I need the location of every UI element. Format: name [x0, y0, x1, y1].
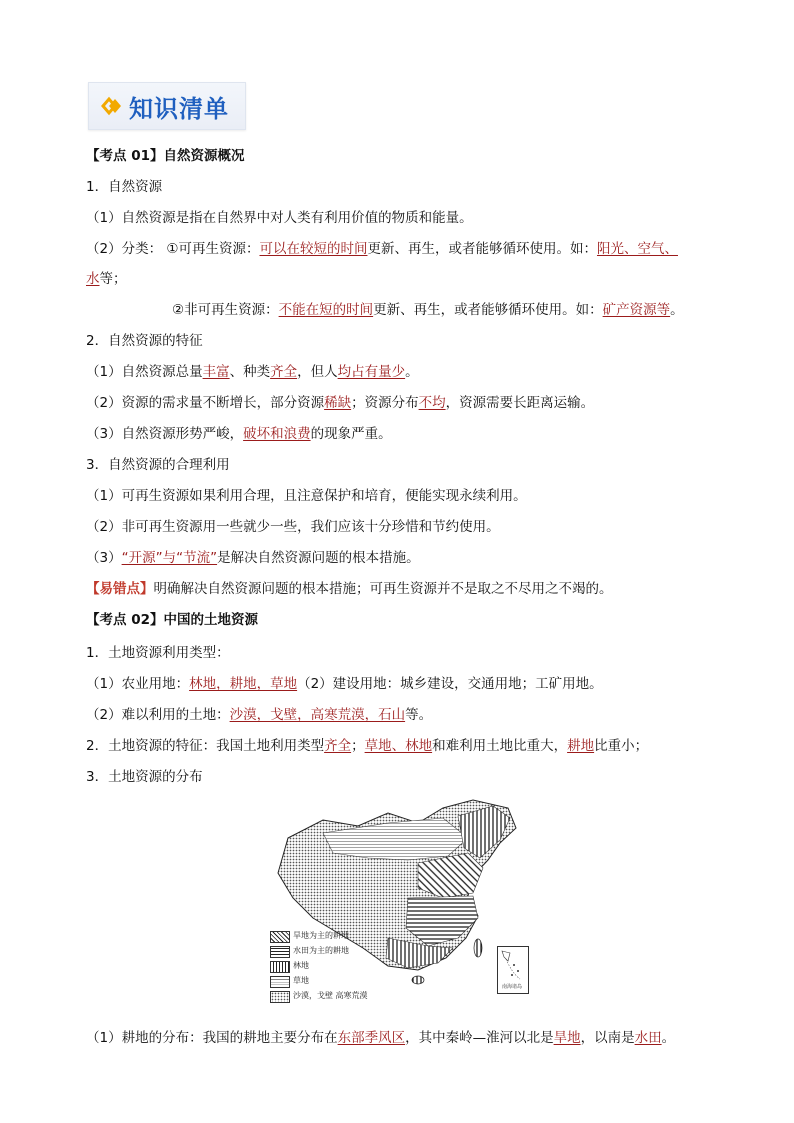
rational-use-line-3: （3）“开源”与“节流”是解决自然资源问题的根本措施。 — [86, 550, 420, 566]
land-type-line-1: （1）农业用地：林地，耕地，草地（2）建设用地：城乡建设，交通用地；工矿用地。 — [86, 676, 603, 692]
farmland-distribution-line: （1）耕地的分布：我国的耕地主要分布在东部季风区，其中秦岭—淮河以北是旱地，以南是水田。 — [86, 1030, 676, 1046]
heading-land-types: 1．土地资源利用类型： — [86, 645, 230, 661]
classification-line: （2）分类： ①可再生资源：可以在较短的时间更新、再生，或者能够循环使用。如：阳光、空气、 — [86, 241, 678, 257]
dryland-swatch-icon — [270, 931, 290, 943]
common-mistake-line: 【易错点】明确解决自然资源问题的根本措施；可再生资源并不是取之不尽用之不竭的。 — [86, 581, 613, 597]
topic-01-heading: 【考点 01】自然资源概况 — [86, 148, 245, 164]
feature-line-3: （3）自然资源形势严峻，破坏和浪费的现象严重。 — [86, 426, 392, 442]
rational-use-line-1: （1）可再生资源如果利用合理，且注意保护和培育，便能实现永续利用。 — [86, 488, 527, 504]
definition-line: （1）自然资源是指在自然界中对人类有利用价值的物质和能量。 — [86, 210, 473, 226]
desert-swatch-icon — [270, 991, 290, 1003]
section-banner — [88, 82, 246, 130]
land-type-line-2: （2）难以利用的土地：沙漠，戈壁，高寒荒漠，石山等。 — [86, 707, 433, 723]
double-diamond-icon — [95, 95, 125, 117]
paddy-swatch-icon — [270, 946, 290, 958]
nonrenewable-line: ②非可再生资源：不能在短的时间更新、再生，或者能够循环使用。如：矿产资源等。 — [172, 302, 684, 318]
feature-line-1: （1）自然资源总量丰富、种类齐全，但人均占有量少。 — [86, 364, 419, 380]
rational-use-line-2: （2）非可再生资源用一些就少一些，我们应该十分珍惜和节约使用。 — [86, 519, 500, 535]
document-page: 知识清单 【考点 01】自然资源概况 1．自然资源 （1）自然资源是指在自然界中对人类有利用价值的物质和能量。 （2）分类： ①可再生资源：可以在较短的时间更新、再生，或者能够循环使用。如：阳光、空气、 水等； ②非可再生资源：不能在短的时间更新、再生，或者能够循环使用。如：矿产资源等。 2．自然资源的特征 （1）自然资源总量丰富、种类齐全，但人均占有量少。 （2）资源的需求量不断增长，部分资源稀缺；资源分布不均，资源需要长距离运输。 （3）自然资源形势严峻，破坏和浪费的现象严重。 3．自然资源的合理利用 （1）可再生资源如果利用合理，且注意保护和培育，便能实现永续利用。 （2）非可再生资源用一些就少一些，我们应该十分珍惜和节约使用。 （3）“开源”与“节流”是解决自然资源问题的根本措施。 【易错点】明确解决自然资源问题的根本措施；可再生资源并不是取之不尽用之不竭的。 【考点 02】中国的土地资源 1．土地资源利用类型： （1）农业用地：林地，耕地，草地（2）建设用地：城乡建设，交通用地；工矿用地。 （2）难以利用的土地：沙漠，戈壁，高寒荒漠，石山等。 2．土地资源的特征：我国土地利用类型齐全；草地、林地和难利用土地比重大，耕地比重小； 3．土地资源的分布 旱地为主的耕地 水田为主的耕地 林地 草地 沙漠，戈壁 高寒荒漠 南海诸岛 （1）耕地的分布：我国的耕地主要分布在东部季风区，其中秦岭—淮河以北是旱地，以南是水田。 — [0, 0, 794, 1123]
heading-rational-use: 3．自然资源的合理利用 — [86, 457, 230, 473]
land-feature-line: 2．土地资源的特征：我国土地利用类型齐全；草地、林地和难利用土地比重大，耕地比重小； — [86, 738, 649, 754]
forest-swatch-icon — [270, 961, 290, 973]
heading-natural-resources: 1．自然资源 — [86, 179, 163, 195]
inset-label: 南海诸岛 — [501, 984, 522, 990]
feature-line-2: （2）资源的需求量不断增长，部分资源稀缺；资源分布不均，资源需要长距离运输。 — [86, 395, 595, 411]
grassland-swatch-icon — [270, 976, 290, 988]
heading-features: 2．自然资源的特征 — [86, 333, 203, 349]
banner-title: 知识清单 — [129, 95, 229, 123]
topic-02-heading: 【考点 02】中国的土地资源 — [86, 612, 258, 628]
classification-line-cont: 水等； — [86, 271, 127, 287]
heading-land-distribution: 3．土地资源的分布 — [86, 769, 203, 785]
